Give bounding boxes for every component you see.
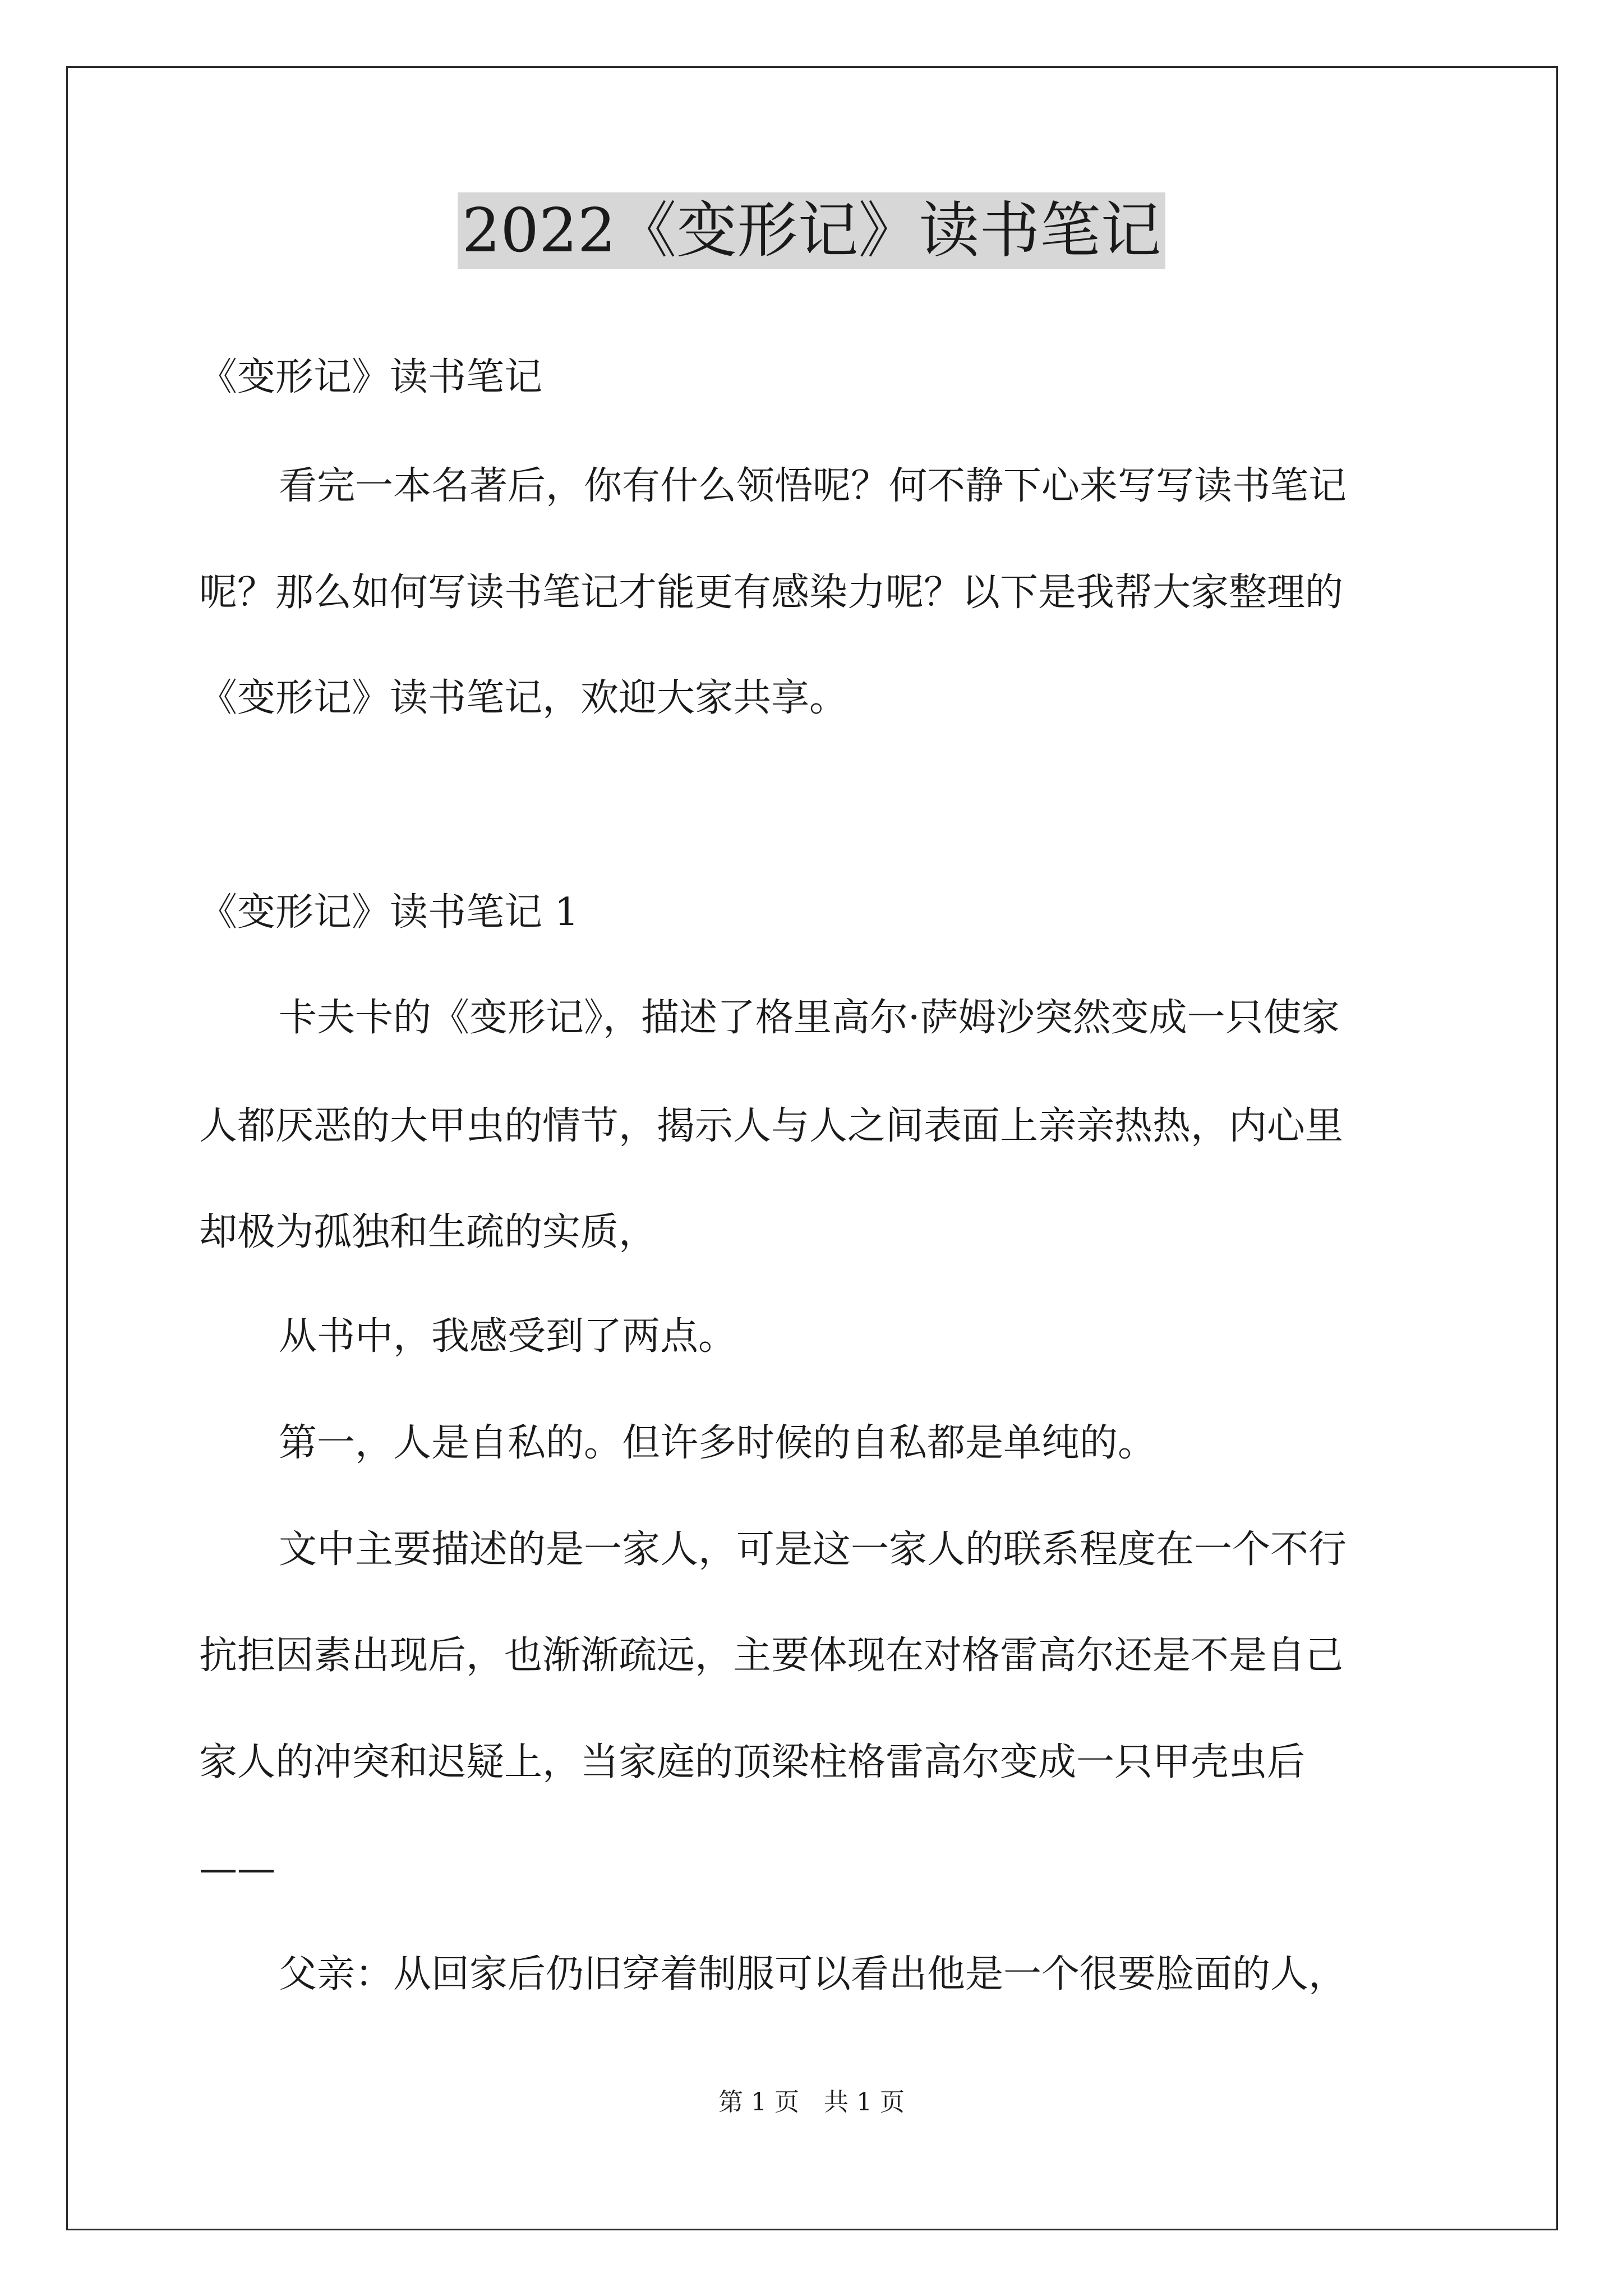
body-line-1: 卡夫卡的《变形记》，描述了格里高尔·萨姆沙突然变成一只使家 (279, 996, 1340, 1040)
intro-line-1: 看完一本名著后，你有什么领悟呢？何不静下心来写写读书笔记 (279, 464, 1347, 508)
intro-line-2: 呢？那么如何写读书笔记才能更有感染力呢？以下是我帮大家整理的 (199, 570, 1344, 615)
body-line-6: 文中主要描述的是一家人，可是这一家人的联系程度在一个不行 (279, 1527, 1347, 1572)
body-line-4: 从书中，我感受到了两点。 (279, 1314, 737, 1359)
doc-heading: 《变形记》读书笔记 (199, 355, 543, 399)
body-line-5: 第一，人是自私的。但许多时候的自私都是单纯的。 (279, 1421, 1156, 1465)
document-title: 2022《变形记》读书笔记 (0, 192, 1623, 270)
body-line-8: 家人的冲突和迟疑上，当家庭的顶梁柱格雷高尔变成一只甲壳虫后 (199, 1740, 1306, 1784)
body-line-3: 却极为孤独和生疏的实质， (199, 1210, 657, 1254)
body-line-2: 人都厌恶的大甲虫的情节，揭示人与人之间表面上亲亲热热，内心里 (199, 1104, 1344, 1148)
section-heading: 《变形记》读书笔记 1 (199, 890, 579, 935)
body-line-7: 抗拒因素出现后，也渐渐疏远，主要体现在对格雷高尔还是不是自己 (199, 1634, 1344, 1678)
body-line-9: —— (199, 1847, 275, 1891)
body-line-10: 父亲：从回家后仍旧穿着制服可以看出他是一个很要脸面的人， (279, 1952, 1347, 1996)
intro-line-3: 《变形记》读书笔记，欢迎大家共享。 (199, 676, 848, 720)
page-footer: 第 1 页 共 1 页 (718, 2088, 905, 2116)
